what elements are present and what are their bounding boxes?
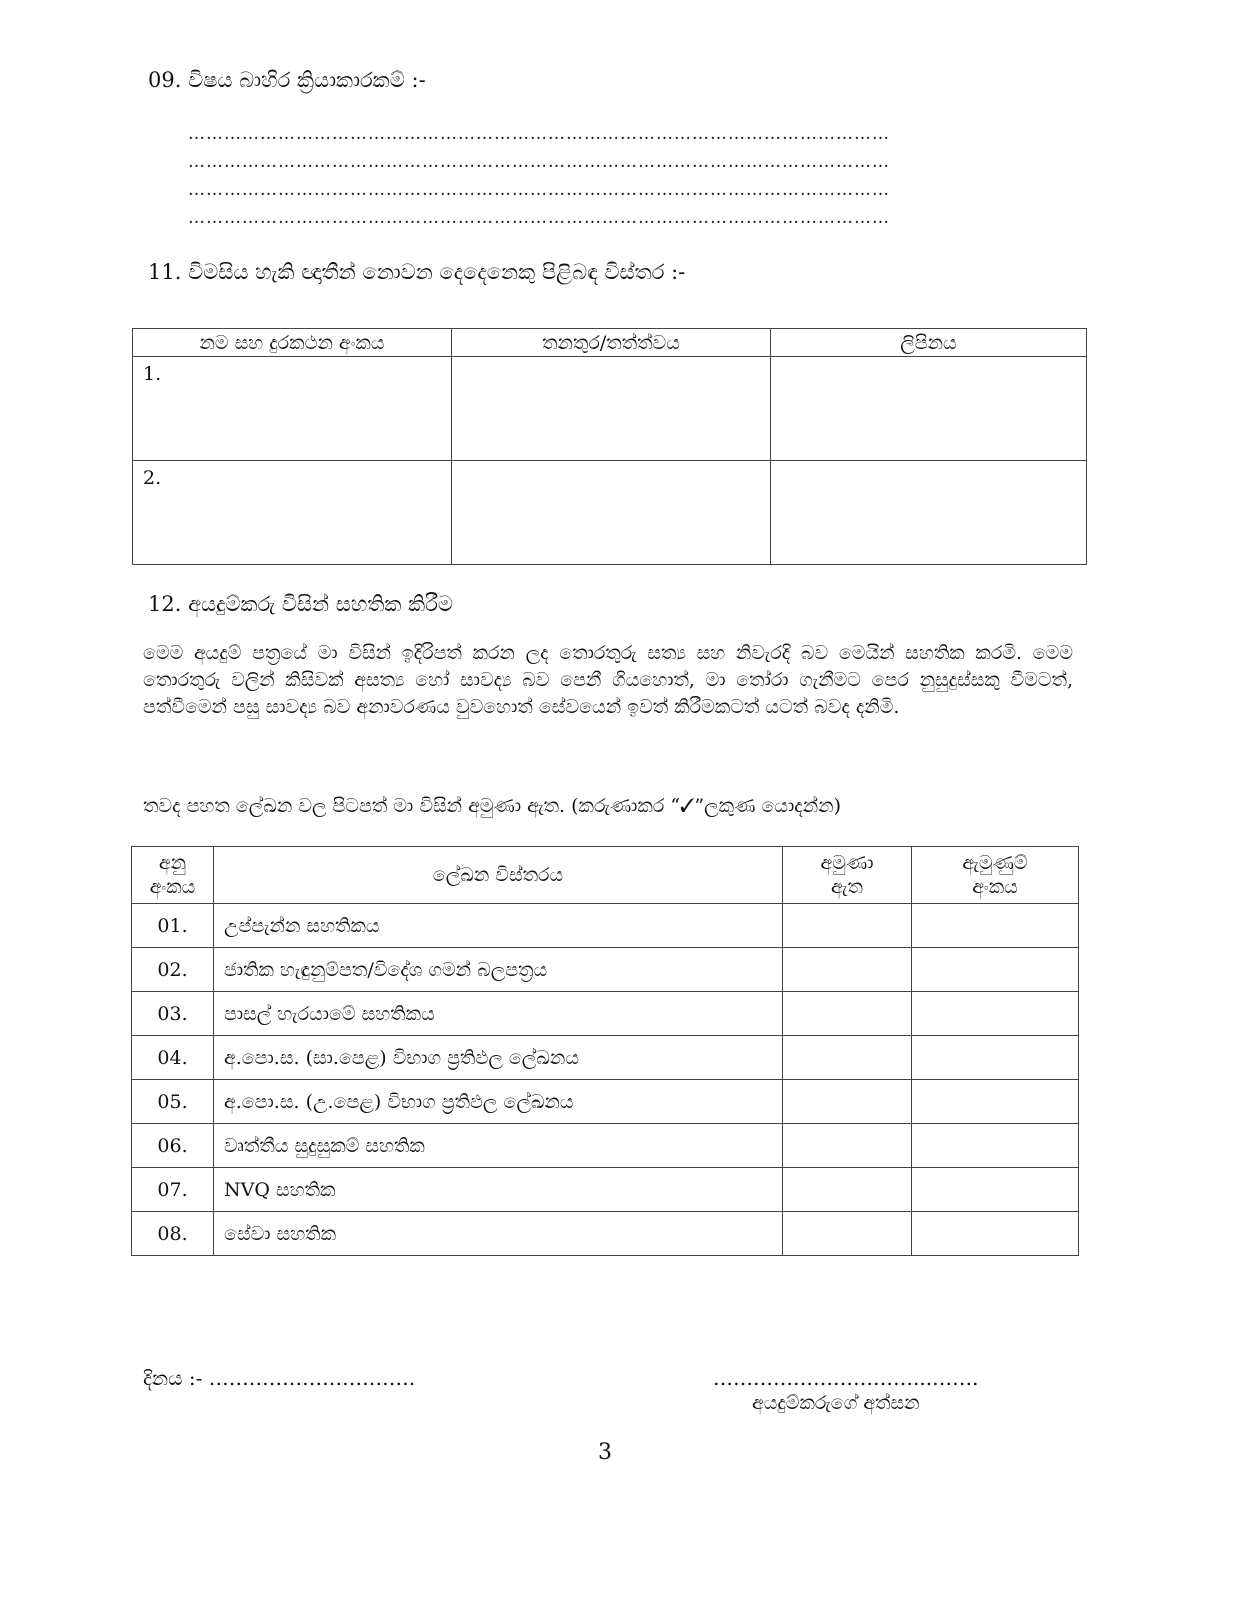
header-attached — [783, 847, 912, 904]
annex-number-cell[interactable] — [912, 992, 1079, 1036]
table-row — [132, 1168, 1079, 1212]
header-position: තනතුර/තත්ත්වය — [452, 329, 771, 357]
attached-checkbox-cell[interactable] — [783, 1168, 912, 1212]
table-row — [132, 992, 1079, 1036]
attached-checkbox-cell[interactable] — [783, 904, 912, 948]
row-description: අ.පො.ස. (උ.පෙළ) විභාග ප්‍රතිඵල ලේඛනය — [214, 1080, 783, 1124]
referee-2-position-cell[interactable] — [452, 461, 771, 565]
section11-heading: 11. විමසිය හැකි ඥාතීන් නොවන දෙදෙනෙකු පිළිබඳ විස්තර :- — [148, 260, 686, 284]
table-row — [132, 1212, 1079, 1256]
answer-line-1[interactable]: ……………………………………………………………………………………………………… — [188, 124, 890, 144]
row-serial: 05. — [132, 1080, 214, 1124]
annex-number-cell[interactable] — [912, 1036, 1079, 1080]
section9-heading: 09. විෂය බාහිර ක්‍රියාකාරකම් :- — [148, 68, 426, 92]
table-row — [133, 461, 1087, 565]
table-row — [132, 1124, 1079, 1168]
row-serial: 03. — [132, 992, 214, 1036]
row-description: සේවා සහතික — [214, 1212, 783, 1256]
table-row — [132, 904, 1079, 948]
annex-number-cell[interactable] — [912, 1212, 1079, 1256]
annex-number-cell[interactable] — [912, 1124, 1079, 1168]
header-annex-no-line2: අංකය — [972, 876, 1018, 898]
row-description: උප්පැන්න සහතිකය — [214, 904, 783, 948]
declaration-paragraph: මෙම අයදුම් පත්‍රයේ මා විසින් ඉදිරිපත් කරන ලද තොරතුරු සත්‍ය සහ නිවැරදි බව මෙයින් සහතික කරමි. මෙම තොරතුරු වලින් කිසිවක් අසත්‍ය හෝ සාවද්‍ය බව පෙනී ගියහොත්, මා තෝරා ගැනීමට පෙර නුසුදුස්සකු වීමටත්, පත්වීමෙන් පසු සාවද්‍ය බව අනාවරණය වුවහොත් සේවයෙන් ඉවත් කිරීමකටත් යටත් බවද දනිමි. — [143, 642, 1073, 718]
signature-line[interactable]: …………………………...……. — [713, 1366, 979, 1390]
header-attached-line2: ඇත — [831, 876, 863, 898]
referee-2-name-cell[interactable] — [133, 461, 452, 565]
row-serial: 01. — [132, 904, 214, 948]
table-row — [132, 1036, 1079, 1080]
referee-1-address-cell[interactable] — [771, 357, 1087, 461]
annex-number-cell[interactable] — [912, 904, 1079, 948]
referee-2-address-cell[interactable] — [771, 461, 1087, 565]
referee-1-position-cell[interactable] — [452, 357, 771, 461]
header-annex-no — [912, 847, 1079, 904]
attached-checkbox-cell[interactable] — [783, 1124, 912, 1168]
row-description: NVQ සහතික — [214, 1168, 783, 1212]
row-serial: 02. — [132, 948, 214, 992]
header-attached-line1: අමුණා — [820, 852, 874, 874]
row-serial: 08. — [132, 1212, 214, 1256]
attached-checkbox-cell[interactable] — [783, 948, 912, 992]
row-number: 2. — [143, 467, 162, 489]
header-annex-no-line1: ඇමුණුම් — [962, 852, 1028, 874]
section12-heading: 12. අයදුම්කරු විසින් සහතික කිරීම — [148, 592, 453, 616]
answer-line-3[interactable]: ……………………………………………………………………………………………………… — [188, 180, 890, 200]
answer-line-4[interactable]: ……………………………………………………………………………………………………… — [188, 208, 890, 228]
row-description: ජාතික හැඳුනුම්පත/විදේශ ගමන් බලපත්‍රය — [214, 948, 783, 992]
page-number: 3 — [598, 1440, 612, 1465]
answer-line-2[interactable]: ……………………………………………………………………………………………………… — [188, 152, 890, 172]
header-serial-no-line2: අංකය — [149, 876, 196, 898]
table-row — [132, 1080, 1079, 1124]
table-row — [133, 357, 1087, 461]
attached-checkbox-cell[interactable] — [783, 992, 912, 1036]
row-serial: 06. — [132, 1124, 214, 1168]
annex-number-cell[interactable] — [912, 1168, 1079, 1212]
header-name-phone: නම සහ දුරකථන අංකය — [133, 329, 452, 357]
header-document-description: ලේඛන විස්තරය — [214, 847, 783, 904]
annex-number-cell[interactable] — [912, 1080, 1079, 1124]
attachments-instruction: තවද පහත ලේඛන වල පිටපත් මා විසින් අමුණා ඇත. (කරුණාකර “✓”ලකුණ යොදන්න) — [143, 795, 842, 817]
signature-label: අයදුම්කරුගේ අත්සන — [752, 1392, 920, 1414]
documents-table — [131, 846, 1079, 1256]
header-serial-no-line1: අනු — [158, 852, 187, 874]
attached-checkbox-cell[interactable] — [783, 1036, 912, 1080]
row-description: අ.පො.ස. (සා.පෙළ) විභාග ප්‍රතිඵල ලේඛනය — [214, 1036, 783, 1080]
annex-number-cell[interactable] — [912, 948, 1079, 992]
referee-1-name-cell[interactable] — [133, 357, 452, 461]
row-serial: 04. — [132, 1036, 214, 1080]
attached-checkbox-cell[interactable] — [783, 1080, 912, 1124]
row-serial: 07. — [132, 1168, 214, 1212]
header-address: ලිපිනය — [771, 329, 1087, 357]
referees-table — [132, 328, 1087, 565]
row-description: වෘත්තීය සුදුසුකම් සහතික — [214, 1124, 783, 1168]
table-row — [132, 948, 1079, 992]
row-description: පාසල් හැරයාමේ සහතිකය — [214, 992, 783, 1036]
attached-checkbox-cell[interactable] — [783, 1212, 912, 1256]
row-number: 1. — [143, 363, 162, 385]
date-field[interactable]: දිනය :- …………………………. — [143, 1366, 416, 1390]
header-serial-no — [132, 847, 214, 904]
documents-header-row — [132, 847, 1079, 904]
referees-header-row — [133, 329, 1087, 357]
